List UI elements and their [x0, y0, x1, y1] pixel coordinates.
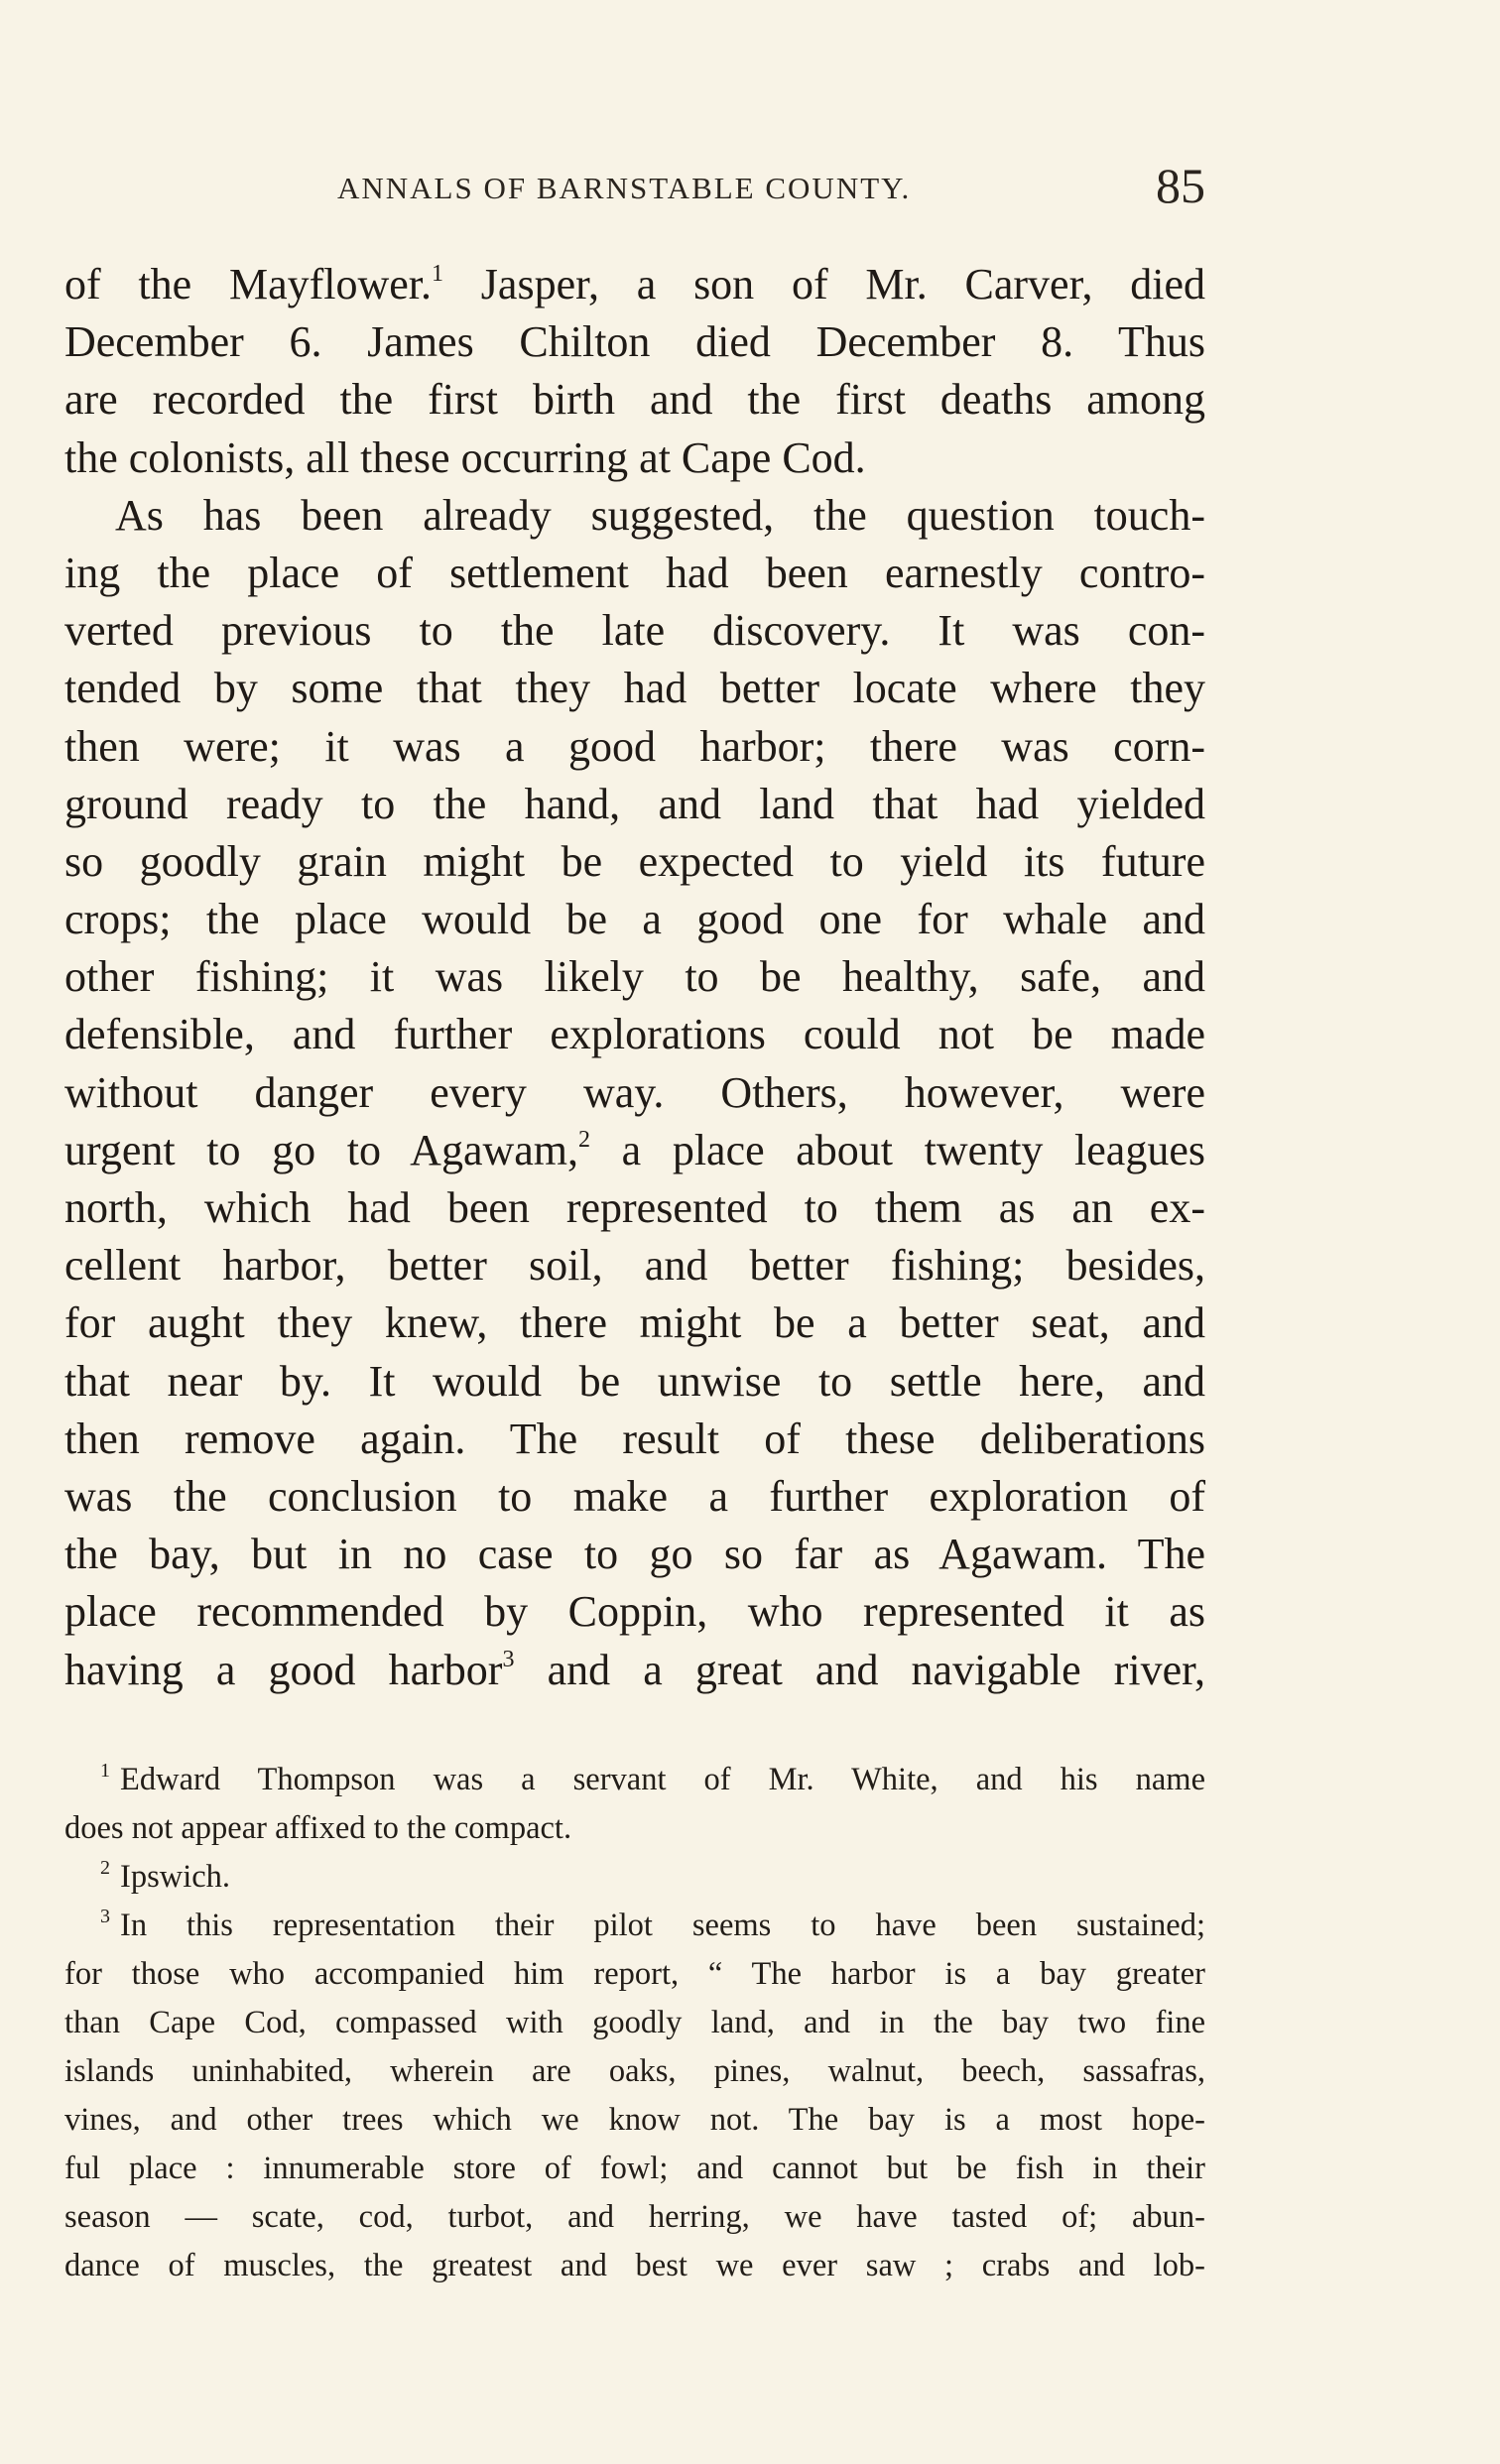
text-line: was the conclusion to make a further exploration of: [64, 1471, 1205, 1521]
running-title: ANNALS OF BARNSTABLE COUNTY.: [337, 171, 912, 205]
text-line: so goodly grain might be expected to yield its future: [64, 836, 1205, 886]
text-line: of the Mayflower.$^1$ Jasper, a son of Mr. Carver, died: [64, 260, 1205, 308]
footnote-line: season — scate, cod, turbot, and herring, we have tasted of; abun-: [64, 2199, 1205, 2235]
text-line: the bay, but in no case to go so far as Agawam. The: [64, 1530, 1205, 1579]
text-line: ing the place of settlement had been earnestly contro-: [64, 548, 1205, 597]
text-line: then were; it was a good harbor; there was corn-: [64, 721, 1205, 771]
footnote-line: ful place : innumerable store of fowl; and cannot but be fish in their: [64, 2151, 1205, 2186]
footnote-line: does not appear affixed to the compact.: [64, 1810, 572, 1846]
text-line: ground ready to the hand, and land that had yielded: [64, 779, 1205, 828]
footnote-line: for those who accompanied him report, “ The harbor is a bay greater: [64, 1956, 1205, 1992]
running-head: [64, 157, 1205, 212]
text-line: then remove again. The result of these deliberations: [64, 1414, 1205, 1463]
text-line: As has been already suggested, the question touch-: [115, 490, 1205, 540]
footnote-line: $^1$ Edward Thompson was a servant of Mr. White, and his name: [100, 1760, 1205, 1797]
text-line: place recommended by Coppin, who represented it as: [64, 1587, 1205, 1637]
footnote-line: than Cape Cod, compassed with goodly land, and in the bay two fine: [64, 2005, 1205, 2040]
main-text: [64, 256, 1205, 1699]
footnote-mark: 2: [100, 1857, 110, 1879]
footnote-ref: 1: [432, 261, 444, 287]
footnote-line: dance of muscles, the greatest and best we ever saw ; crabs and lob-: [64, 2248, 1205, 2283]
text-line: cellent harbor, better soil, and better fishing; besides,: [64, 1241, 1205, 1291]
footnote-ref: 2: [578, 1126, 591, 1153]
footnote-line: $^2$ Ipswich.: [100, 1857, 231, 1895]
text-line: for aught they knew, there might be a better seat, and: [64, 1298, 1205, 1348]
text-line: the colonists, all these occurring at Cape Cod.: [64, 432, 866, 482]
footnote-ref: 3: [502, 1646, 515, 1672]
text-line: urgent to go to Agawam,$^2$ a place about twenty leagues: [64, 1125, 1205, 1174]
footnote-mark: 1: [100, 1760, 110, 1782]
footnote-line: $^3$ In this representation their pilot seems to have been sustained;: [100, 1906, 1205, 1943]
footnote-line: vines, and other trees which we know not. The bay is a most hope-: [64, 2102, 1205, 2138]
text-line: having a good harbor$^3$ and a great and navigable river,: [64, 1645, 1206, 1694]
footnote-line: islands uninhabited, wherein are oaks, pines, walnut, beech, sassafras,: [64, 2053, 1205, 2089]
footnote-mark: 3: [100, 1906, 110, 1927]
text-line: verted previous to the late discovery. It was con-: [64, 606, 1205, 656]
text-line: tended by some that they had better locate where they: [64, 664, 1205, 713]
text-line: without danger every way. Others, however, were: [64, 1067, 1205, 1117]
page-number: 85: [1156, 158, 1205, 213]
text-line: that near by. It would be unwise to settle here, and: [64, 1356, 1205, 1406]
text-line: December 6. James Chilton died December 8. Thus: [64, 317, 1205, 367]
text-line: crops; the place would be a good one for whale and: [64, 895, 1205, 944]
footnotes: [64, 1756, 1205, 2290]
text-line: defensible, and further explorations could not be made: [64, 1010, 1205, 1059]
text-line: are recorded the first birth and the first deaths among: [64, 375, 1205, 425]
text-line: north, which had been represented to them as an ex-: [64, 1183, 1205, 1232]
text-line: other fishing; it was likely to be healthy, safe, and: [64, 952, 1205, 1002]
